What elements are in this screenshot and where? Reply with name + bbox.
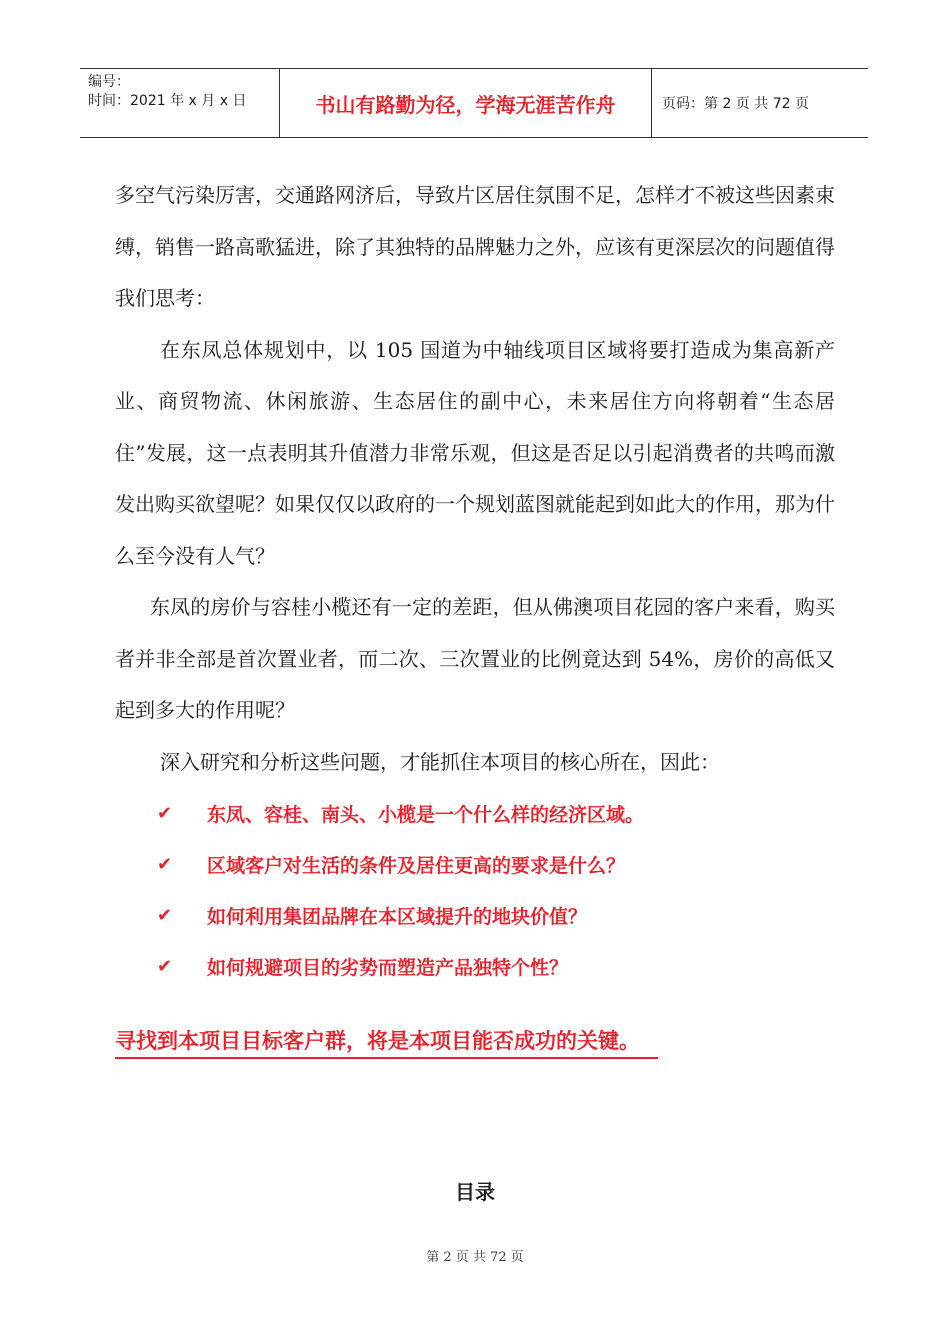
page-header xyxy=(80,68,868,138)
paragraph-1: 多空气污染厉害，交通路网济后，导致片区居住氛围不足，怎样才不被这些因素束缚，销售一路高歌猛进，除了其独特的品牌魅力之外，应该有更深层次的问题值得我们思考： xyxy=(115,183,835,310)
checklist-item xyxy=(115,788,835,839)
header-motto: 书山有路勤为径，学海无涯苦作舟 xyxy=(280,69,652,137)
checklist-item-text: 如何利用集团品牌在本区域提升的地块价值？ xyxy=(207,906,588,928)
checklist-item-text: 如何规避项目的劣势而塑造产品独特个性？ xyxy=(207,957,569,979)
paragraph-2: 在东凤总体规划中，以 105 国道为中轴线项目区域将要打造成为集高新产业、商贸物流、休闲旅游、生态居住的副中心，未来居住方向将朝着“生态居住”发展，这一点表明其升值潜力非常乐观，但这是否足以引起消费者的共鸣而激发出购买欲望呢？如果仅仅以政府的一个规划蓝图就能起到如此大的作用，那为什么至今没有人气？ xyxy=(115,337,835,568)
paragraph-4: 深入研究和分析这些问题，才能抓住本项目的核心所在，因此： xyxy=(160,749,720,774)
toc-title: 目录 xyxy=(455,1180,495,1204)
page-footer: 第 2 页 共 72 页 xyxy=(426,1250,524,1265)
header-page-info: 页码：第 2 页 共 72 页 xyxy=(662,96,809,112)
question-checklist xyxy=(115,788,835,992)
check-icon: ✔ xyxy=(157,905,173,926)
paragraph-3: 东凤的房价与容桂小榄还有一定的差距，但从佛澳项目花园的客户来看，购买者并非全部是首次置业者，而二次、三次置业的比例竟达到 54%，房价的高低又起到多大的作用呢？ xyxy=(115,595,835,722)
checklist-item-text: 东凤、容桂、南头、小榄是一个什么样的经济区域。 xyxy=(207,804,645,826)
check-icon: ✔ xyxy=(157,803,173,824)
check-icon: ✔ xyxy=(157,854,173,875)
checklist-item xyxy=(115,890,835,941)
document-number: 编号： xyxy=(88,74,130,90)
checklist-item xyxy=(115,941,835,992)
header-meta xyxy=(80,69,280,137)
document-time: 时间：2021 年 x 月 x 日 xyxy=(88,93,247,109)
document-body xyxy=(115,170,835,992)
check-icon: ✔ xyxy=(157,956,173,977)
checklist-item xyxy=(115,839,835,890)
key-statement: 寻找到本项目目标客户群，将是本项目能否成功的关键。 xyxy=(115,1025,658,1059)
checklist-item-text: 区域客户对生活的条件及居住更高的要求是什么？ xyxy=(207,855,626,877)
